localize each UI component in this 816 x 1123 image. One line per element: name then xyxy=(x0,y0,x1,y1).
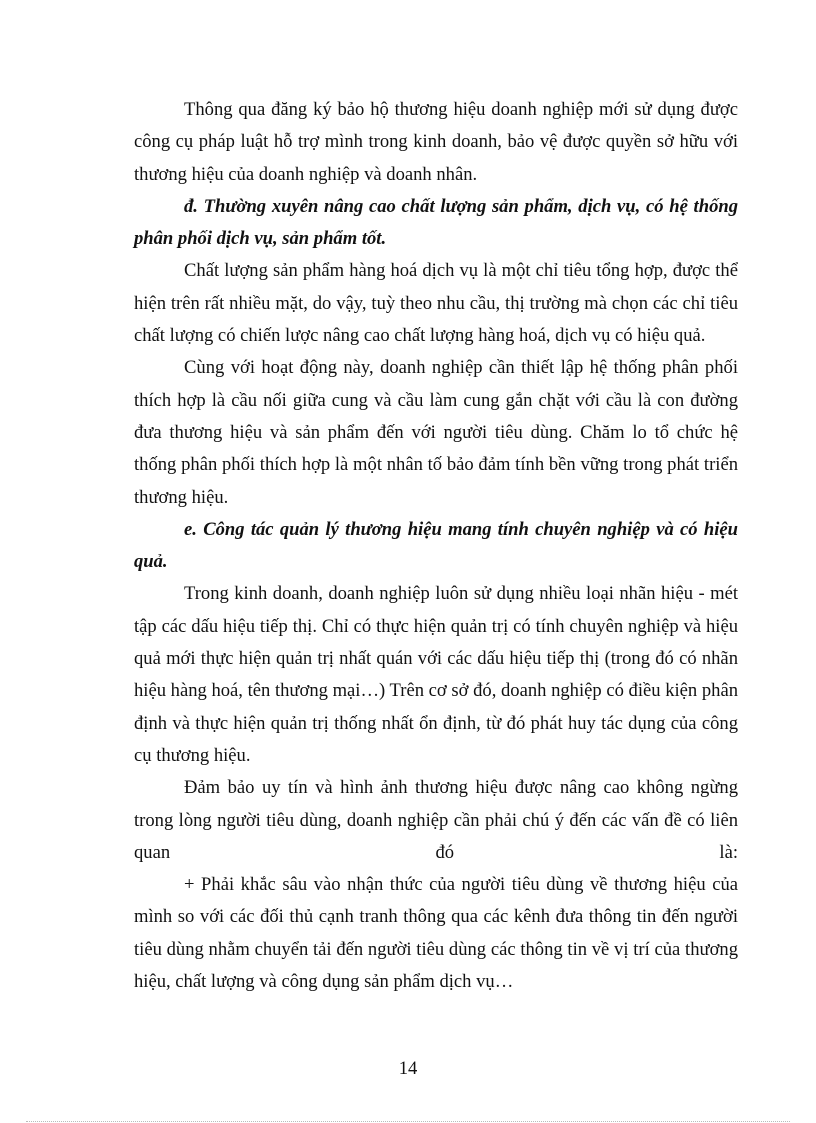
paragraph-trademark-protection: Thông qua đăng ký bảo hộ thương hiệu doanh nghiệp mới sử dụng được công cụ pháp luật hỗ trợ mình trong kinh doanh, bảo vệ được quyền sở hữu với thương hiệu của doanh nghiệp và doanh nhân. xyxy=(134,99,738,185)
page-content xyxy=(134,94,738,998)
section-heading-e: e. Công tác quản lý thương hiệu mang tính chuyên nghiệp và có hiệu quả. xyxy=(134,518,738,573)
paragraph-brand-reputation: Đảm bảo uy tín và hình ảnh thương hiệu được nâng cao không ngừng trong lòng người tiêu dùng, doanh nghiệp cần phải chú ý đến các vấn đề có liên quan đó là: xyxy=(134,777,738,863)
paragraph-consumer-awareness: + Phải khắc sâu vào nhận thức của người tiêu dùng về thương hiệu của mình so với các đối thủ cạnh tranh thông qua các kênh đưa thông tin đến người tiêu dùng nhằm chuyển tải đến người tiêu dùng các thông tin về vị trí của thương hiệu, chất lượng và công dụng sản phẩm dịch vụ… xyxy=(134,874,738,993)
paragraph-brand-management: Trong kinh doanh, doanh nghiệp luôn sử dụng nhiều loại nhãn hiệu - mét tập các dấu hiệu tiếp thị. Chỉ có thực hiện quản trị có tính chuyên nghiệp và hiệu quả mới thực hiện quản trị nhất quán với các dấu hiệu tiếp thị (trong đó có nhãn hiệu hàng hoá, tên thương mại…) Trên cơ sở đó, doanh nghiệp có điều kiện phân định và thực hiện quản trị thống nhất ổn định, từ đó phát huy tác dụng của công cụ thương hiệu. xyxy=(134,583,738,766)
page-number: 14 xyxy=(398,1058,418,1079)
page-bottom-divider xyxy=(26,1121,790,1122)
paragraph-distribution-system: Cùng với hoạt động này, doanh nghiệp cần thiết lập hệ thống phân phối thích hợp là cầu nối giữa cung và cầu làm cung gắn chặt với cầu là con đường đưa thương hiệu và sản phẩm đến với người tiêu dùng. Chăm lo tổ chức hệ thống phân phối thích hợp là một nhân tố bảo đảm tính bền vững trong phát triển thương hiệu. xyxy=(134,357,738,508)
paragraph-product-quality: Chất lượng sản phẩm hàng hoá dịch vụ là một chỉ tiêu tổng hợp, được thể hiện trên rất nhiều mặt, do vậy, tuỳ theo nhu cầu, thị trường mà chọn các chỉ tiêu chất lượng có chiến lược nâng cao chất lượng hàng hoá, dịch vụ có hiệu quả. xyxy=(134,260,738,347)
section-heading-d: đ. Thường xuyên nâng cao chất lượng sản phẩm, dịch vụ, có hệ thống phân phối dịch vụ, sản phẩm tốt. xyxy=(134,195,738,250)
